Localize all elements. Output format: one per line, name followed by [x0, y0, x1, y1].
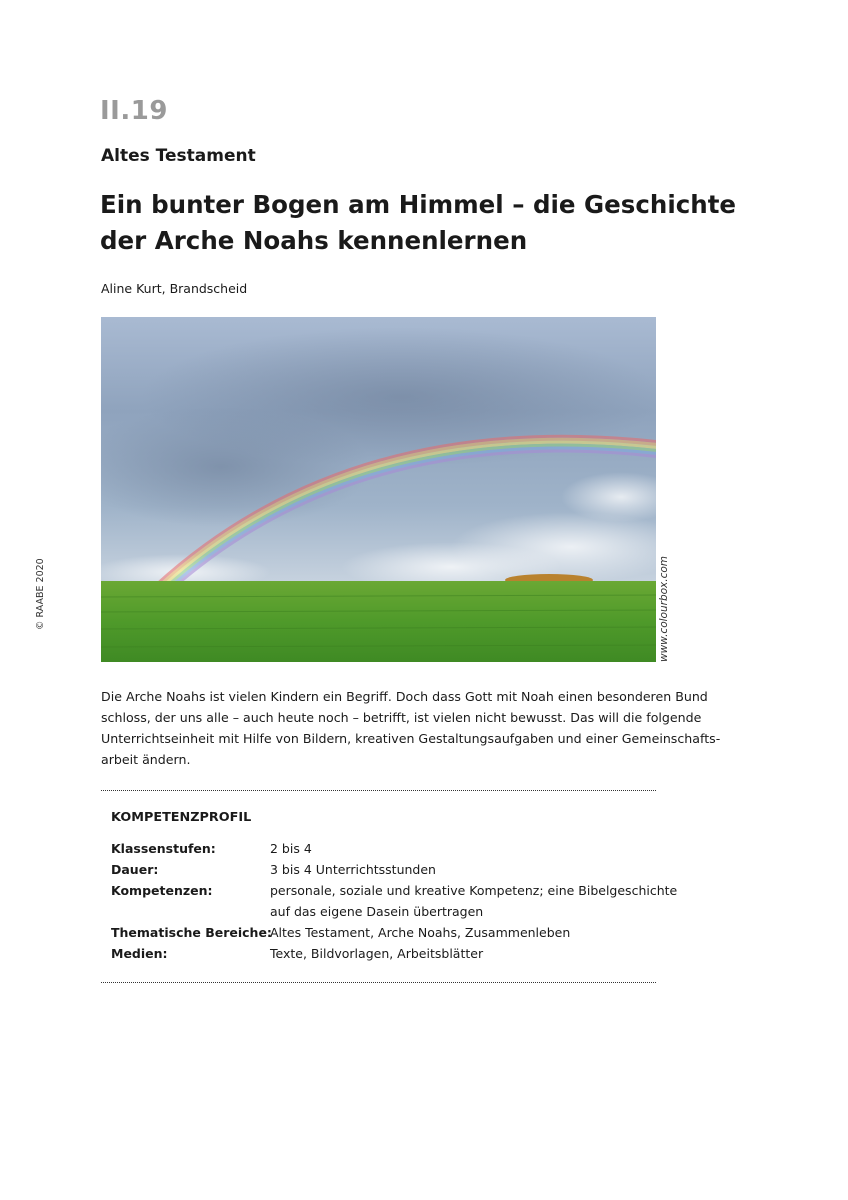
profile-value-line: 3 bis 4 Unterrichtsstunden — [270, 862, 436, 877]
author: Aline Kurt, Brandscheid — [101, 281, 248, 296]
profile-value-line: Altes Testament, Arche Noahs, Zusammenleben — [270, 925, 571, 940]
profile-value — [270, 880, 677, 922]
profile-value-line: auf das eigene Dasein übertragen — [270, 904, 484, 919]
profile-row — [111, 880, 678, 922]
unit-code: II.19 — [100, 96, 168, 126]
intro-line: Unterrichtseinheit mit Hilfe von Bildern, kreativen Gestaltungsaufgaben und einer Gemeinschafts- — [101, 731, 721, 746]
subject-heading: Altes Testament — [101, 146, 256, 166]
profile-value-line: 2 bis 4 — [270, 841, 312, 856]
profile-label: Medien: — [111, 946, 168, 961]
divider-bottom — [101, 982, 656, 983]
page-title — [100, 187, 737, 259]
profile-label: Dauer: — [111, 862, 159, 877]
profile-row — [111, 943, 651, 964]
profile-value-line: personale, soziale und kreative Kompetenz; eine Bibelgeschichte — [270, 883, 678, 898]
copyright-notice: © RAABE 2020 — [35, 558, 46, 630]
rainbow-field-image — [101, 317, 656, 662]
profile-label: Kompetenzen: — [111, 883, 213, 898]
profile-row — [111, 859, 651, 880]
intro-line: arbeit ändern. — [101, 752, 191, 767]
title-line: Ein bunter Bogen am Himmel – die Geschichte — [100, 190, 737, 219]
intro-paragraph — [101, 686, 721, 770]
competence-profile — [111, 838, 678, 964]
profile-heading: KOMPETENZPROFIL — [111, 810, 252, 825]
intro-line: Die Arche Noahs ist vielen Kindern ein Begriff. Doch dass Gott mit Noah einen besonderen Bund — [101, 689, 708, 704]
profile-value — [270, 922, 651, 943]
profile-label: Klassenstufen: — [111, 841, 216, 856]
profile-value-line: Texte, Bildvorlagen, Arbeitsblätter — [270, 946, 484, 961]
intro-line: schloss, der uns alle – auch heute noch – betrifft, ist vielen nicht bewusst. Das will die folgende — [101, 710, 702, 725]
profile-value — [270, 859, 651, 880]
profile-row — [111, 922, 651, 943]
divider-top — [101, 790, 656, 791]
rainbow-photo — [101, 317, 656, 662]
profile-row — [111, 838, 651, 859]
profile-label: Thematische Bereiche: — [111, 925, 272, 940]
photo-credit: www.colourbox.com — [658, 555, 670, 662]
title-line: der Arche Noahs kennenlernen — [100, 226, 528, 255]
profile-value — [270, 943, 651, 964]
profile-value — [270, 838, 651, 859]
